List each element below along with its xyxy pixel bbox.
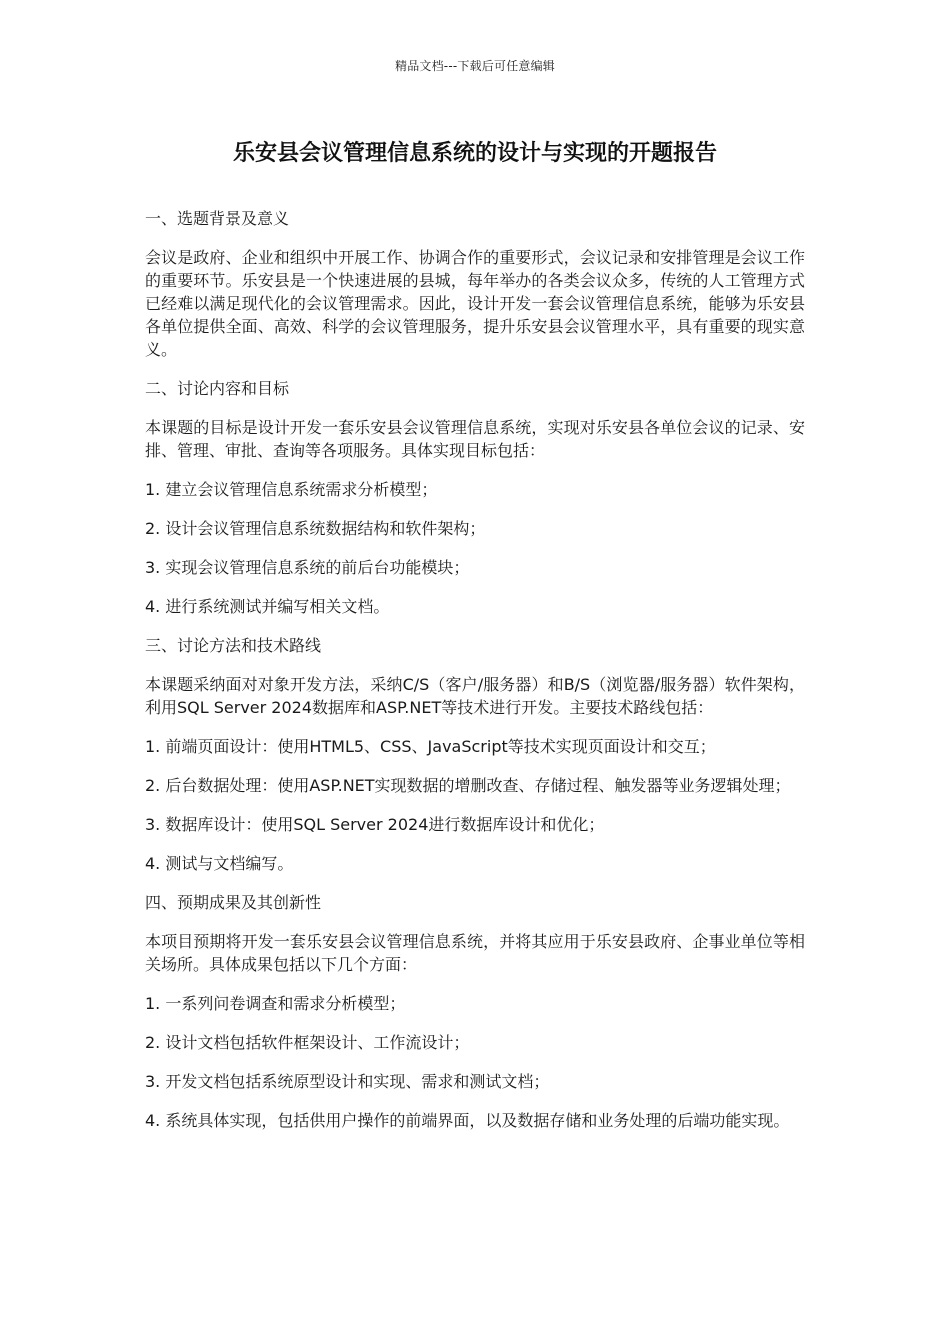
list-item: 2. 设计会议管理信息系统数据结构和软件架构；: [145, 519, 486, 538]
document-title: 乐安县会议管理信息系统的设计与实现的开题报告: [232, 141, 717, 166]
list-item: 3. 数据库设计：使用SQL Server 2024进行数据库设计和优化；: [145, 815, 605, 834]
list-item: 4. 测试与文档编写。: [145, 854, 294, 873]
list-item: 3. 开发文档包括系统原型设计和实现、需求和测试文档；: [145, 1072, 550, 1091]
paragraph: 本项目预期将开发一套乐安县会议管理信息系统，并将其应用于乐安县政府、企事业单位等相关场所。具体成果包括以下几个方面：: [145, 932, 805, 974]
section-heading: 一、选题背景及意义: [145, 209, 290, 228]
paragraph: 本课题采纳面对对象开发方法，采纳C/S（客户/服务器）和B/S（浏览器/服务器）软件架构，利用SQL Server 2024数据库和ASP.NET等技术进行开发。主要技术路线包括：: [145, 675, 805, 717]
list-item: 4. 系统具体实现，包括供用户操作的前端界面，以及数据存储和业务处理的后端功能实现。: [145, 1111, 790, 1130]
list-item: 4. 进行系统测试并编写相关文档。: [145, 597, 390, 616]
list-item: 2. 设计文档包括软件框架设计、工作流设计；: [145, 1033, 470, 1052]
paragraph: 会议是政府、企业和组织中开展工作、协调合作的重要形式，会议记录和安排管理是会议工作的重要环节。乐安县是一个快速进展的县城，每年举办的各类会议众多，传统的人工管理方式已经难以满足现代化的会议管理需求。因此，设计开发一套会议管理信息系统，能够为乐安县各单位提供全面、高效、科学的会议管理服务，提升乐安县会议管理水平，具有重要的现实意义。: [145, 248, 805, 359]
list-item: 1. 建立会议管理信息系统需求分析模型；: [145, 480, 438, 499]
section-heading: 四、预期成果及其创新性: [145, 893, 322, 912]
document-body: [145, 207, 805, 1148]
section-heading: 三、讨论方法和技术路线: [145, 636, 322, 655]
section-heading: 二、讨论内容和目标: [145, 379, 290, 398]
paragraph: 本课题的目标是设计开发一套乐安县会议管理信息系统，实现对乐安县各单位会议的记录、安排、管理、审批、查询等各项服务。具体实现目标包括：: [145, 418, 805, 460]
list-item: 3. 实现会议管理信息系统的前后台功能模块；: [145, 558, 470, 577]
page-header: 精品文档---下载后可任意编辑: [395, 59, 555, 73]
list-item: 2. 后台数据处理：使用ASP.NET实现数据的增删改查、存储过程、触发器等业务逻辑处理；: [145, 776, 791, 795]
list-item: 1. 前端页面设计：使用HTML5、CSS、JavaScript等技术实现页面设计和交互；: [145, 737, 716, 756]
list-item: 1. 一系列问卷调查和需求分析模型；: [145, 994, 406, 1013]
